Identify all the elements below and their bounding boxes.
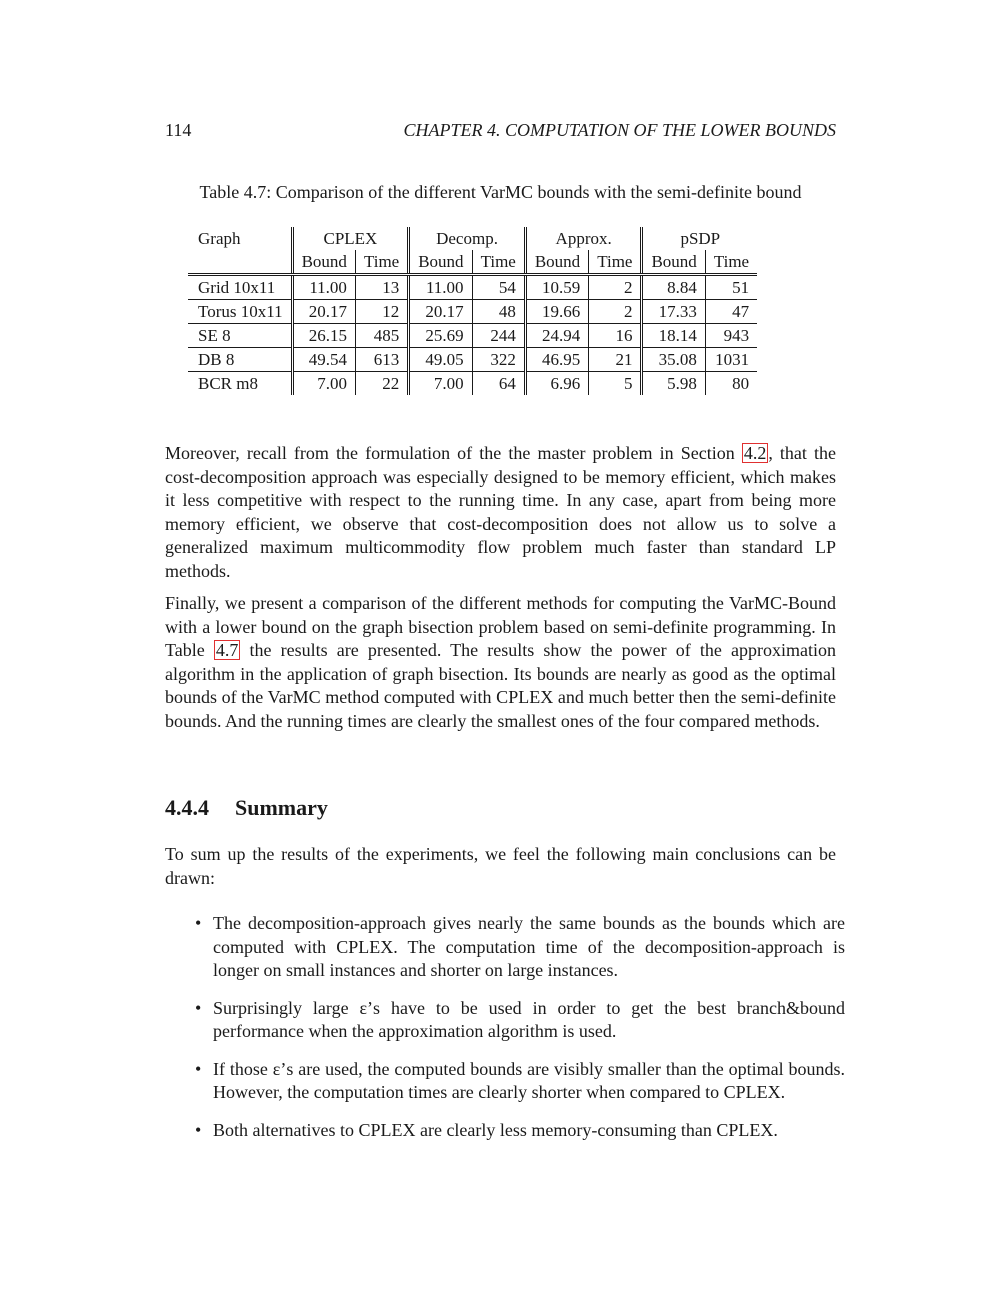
subheader-bound: Bound (409, 250, 472, 275)
cell-value: 19.66 (525, 300, 588, 324)
cell-value: 51 (705, 275, 757, 300)
paragraph-text: Finally, we present a comparison of the different methods for computing the VarMC-Bound with a lower bound on the graph bisection problem based on semi-definite programming. In Table (165, 593, 836, 660)
cell-value: 18.14 (642, 324, 705, 348)
paragraph-moreover (165, 442, 836, 583)
section-heading (165, 794, 328, 822)
subheader-time: Time (705, 250, 757, 275)
subheader-bound: Bound (525, 250, 588, 275)
bullet-icon: • (195, 1058, 202, 1079)
row-graph-name: DB 8 (188, 348, 292, 372)
cell-value: 48 (472, 300, 525, 324)
cell-value: 24.94 (525, 324, 588, 348)
section-title: Summary (235, 795, 328, 820)
cell-value: 485 (355, 324, 408, 348)
bullet-icon: • (195, 913, 202, 933)
cell-value: 8.84 (642, 275, 705, 300)
section-number: 4.4.4 (165, 795, 209, 820)
paragraph-text: Moreover, recall from the formulation of the the master problem in Section (165, 443, 742, 463)
table-row (188, 300, 757, 324)
paragraph-text: , that the cost-decomposition approach was especially designed to be memory efficient, which makes it less competitive with respect to the running time. In any case, apart from being more memory efficient, we observe that cost-decomposition does not allow us to solve a generalized maximum multicommodity flow problem much faster than standard LP methods. (165, 443, 837, 581)
cell-value: 11.00 (409, 275, 472, 300)
paragraph-finally (165, 592, 836, 733)
table-header-row (188, 227, 757, 250)
cell-value: 2 (589, 275, 642, 300)
row-graph-name: SE 8 (188, 324, 292, 348)
page-number: 114 (165, 120, 192, 140)
cplex-group-header: CPLEX (292, 227, 409, 250)
list-item (165, 1119, 845, 1143)
list-item-text: Both alternatives to CPLEX are clearly less memory-consuming than CPLEX. (213, 1119, 778, 1140)
paragraph-text: the results are presented. The results show the power of the approximation algorithm in the application of graph bisection. Its bounds are nearly as good as the optimal bounds of the VarMC method computed with CPLEX and much better then the semi-definite bounds. And the running times are clearly the smallest ones of the four compared methods. (165, 640, 836, 731)
table-row (188, 372, 757, 396)
cell-value: 16 (589, 324, 642, 348)
graph-column-header: Graph (198, 228, 241, 248)
cell-value: 80 (705, 372, 757, 396)
cell-value: 35.08 (642, 348, 705, 372)
cell-value: 1031 (705, 348, 757, 372)
results-table (188, 227, 757, 395)
subheader-empty (188, 250, 292, 275)
table-row (188, 275, 757, 300)
row-graph-name: Grid 10x11 (188, 275, 292, 300)
approx-group-header: Approx. (525, 227, 642, 250)
subheader-time: Time (589, 250, 642, 275)
cell-value: 54 (472, 275, 525, 300)
cell-value: 613 (355, 348, 408, 372)
cell-value: 49.54 (292, 348, 355, 372)
summary-intro: To sum up the results of the experiments, we feel the following main conclusions can be drawn: (165, 844, 836, 888)
cell-value: 25.69 (409, 324, 472, 348)
cell-value: 47 (705, 300, 757, 324)
subheader-time: Time (355, 250, 408, 275)
list-item (165, 997, 845, 1044)
cell-value: 244 (472, 324, 525, 348)
cell-value: 7.00 (409, 372, 472, 396)
cell-value: 943 (705, 324, 757, 348)
row-graph-name: BCR m8 (198, 373, 258, 393)
cell-value: 7.00 (292, 372, 355, 396)
cell-value: 20.17 (409, 300, 472, 324)
list-item-text: Surprisingly large ε’s have to be used in order to get the best branch&bound performance when the approximation algorithm is used. (213, 997, 845, 1041)
cell-value: 12 (355, 300, 408, 324)
cell-value: 11.00 (292, 275, 355, 300)
cell-value: 10.59 (525, 275, 588, 300)
cell-value: 64 (472, 372, 525, 396)
list-item (165, 912, 845, 983)
table-row (188, 348, 757, 372)
cell-value: 49.05 (409, 348, 472, 372)
cell-value: 22 (355, 372, 408, 396)
subheader-bound: Bound (642, 250, 705, 275)
running-title: CHAPTER 4. COMPUTATION OF THE LOWER BOUNDS (403, 120, 836, 140)
cell-value: 20.17 (292, 300, 355, 324)
table-subheader-row (188, 250, 757, 275)
conclusion-list (165, 912, 845, 1156)
cell-value: 2 (589, 300, 642, 324)
subheader-bound: Bound (292, 250, 355, 275)
bullet-icon: • (195, 997, 202, 1018)
cell-value: 26.15 (292, 324, 355, 348)
table-caption: Table 4.7: Comparison of the different VarMC bounds with the semi-definite bound (199, 182, 802, 202)
psdp-group-header: pSDP (642, 227, 757, 250)
bullet-icon: • (195, 1119, 202, 1140)
list-item (165, 1058, 845, 1105)
list-item-text: If those ε’s are used, the computed bounds are visibly smaller than the optimal bounds. However, the computation times are clearly shorter when compared to CPLEX. (213, 1058, 845, 1102)
cell-value: 6.96 (525, 372, 588, 396)
cell-value: 21 (589, 348, 642, 372)
cell-value: 46.95 (525, 348, 588, 372)
cell-value: 322 (472, 348, 525, 372)
decomp-group-header: Decomp. (409, 227, 526, 250)
row-graph-name: Torus 10x11 (188, 300, 292, 324)
table-ref-link[interactable]: 4.7 (215, 640, 239, 660)
list-item-text: The decomposition-approach gives nearly the same bounds as the bounds which are computed with CPLEX. The computation time of the decomposition-approach is longer on small instances and shorter on large instances. (213, 913, 845, 980)
subheader-time: Time (472, 250, 525, 275)
table-row (188, 324, 757, 348)
cell-value: 13 (355, 275, 408, 300)
cell-value: 5.98 (642, 372, 705, 396)
cell-value: 5 (589, 372, 642, 396)
cell-value: 17.33 (642, 300, 705, 324)
section-ref-link[interactable]: 4.2 (743, 443, 767, 463)
